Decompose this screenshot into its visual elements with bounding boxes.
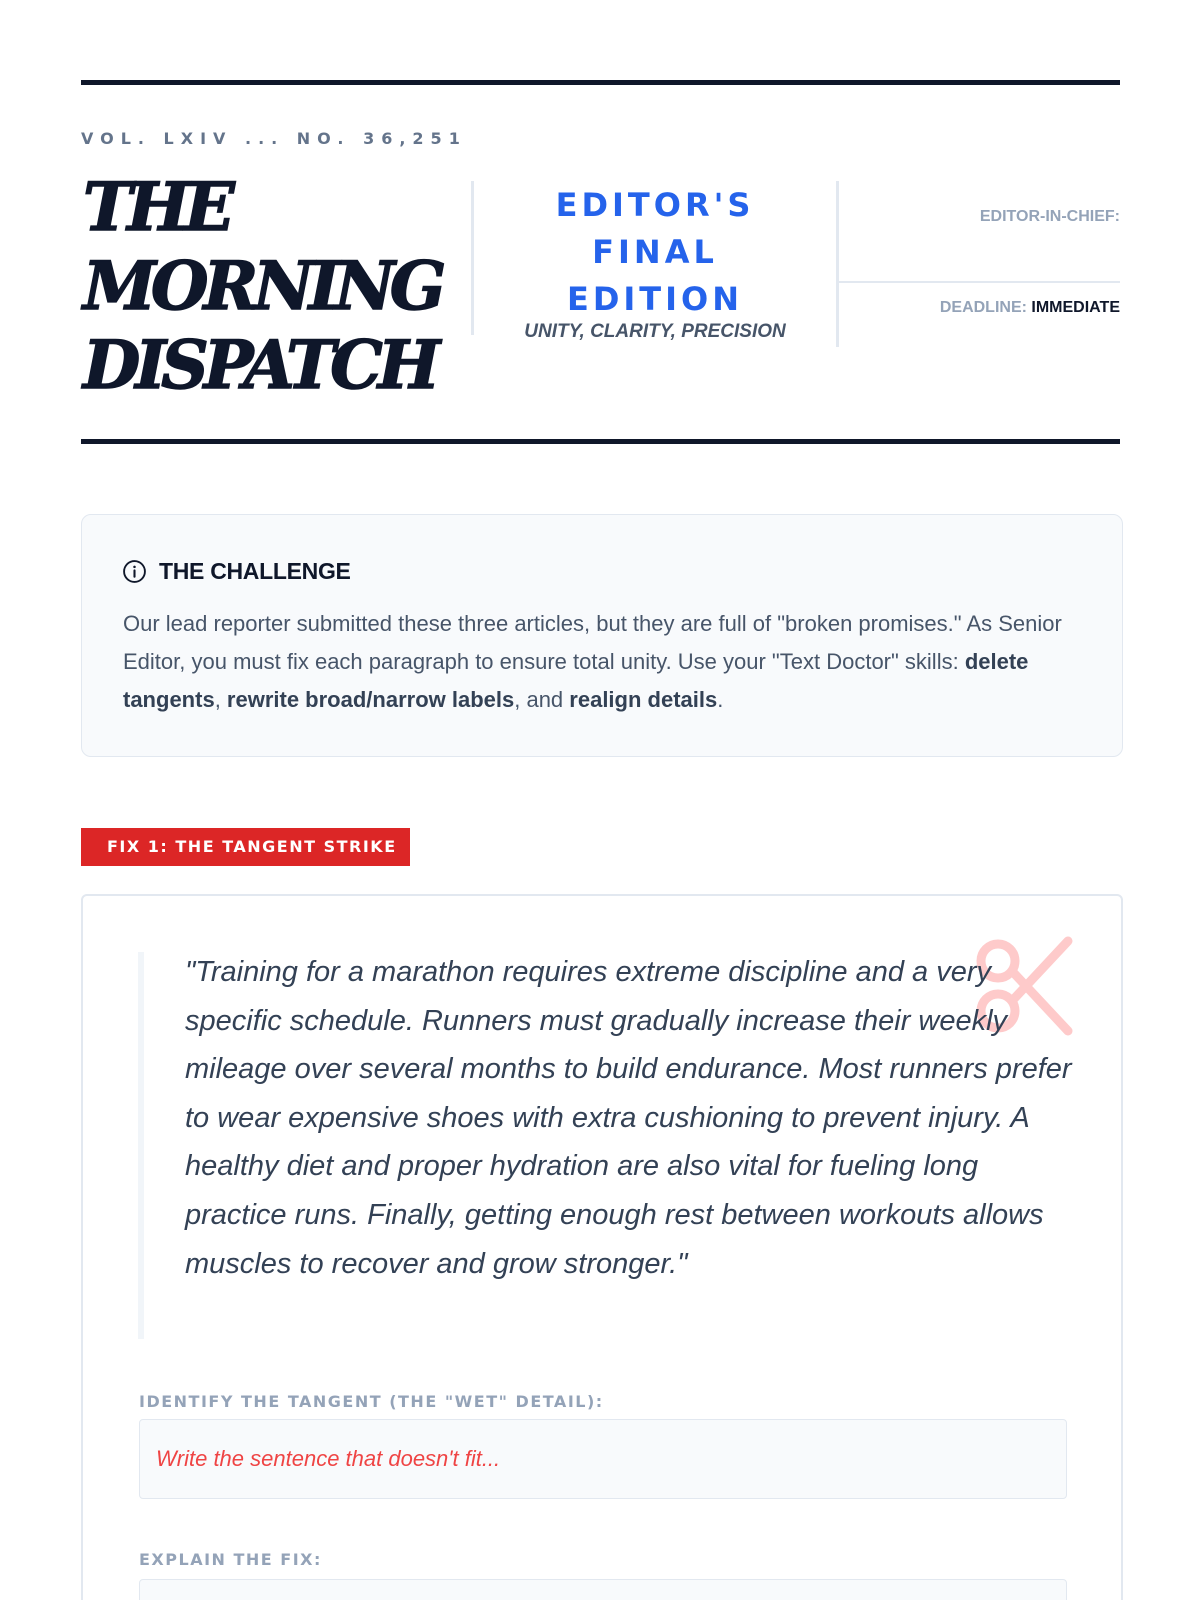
title-line-2: MORNING — [83, 247, 442, 325]
info-icon — [122, 559, 147, 584]
challenge-intro: Our lead reporter submitted these three articles, but they are full of "broken promises." As Senior Editor, you must fix each paragraph to ensure total unity. Use your "Text Doctor" skills: — [123, 611, 1062, 674]
title-line-1: THE — [83, 168, 230, 246]
quote-bar — [138, 952, 144, 1339]
newspaper-title — [83, 168, 483, 405]
explain-label: EXPLAIN THE FIX: — [139, 1550, 322, 1569]
challenge-title: THE CHALLENGE — [159, 558, 351, 584]
skill-separator: , — [214, 687, 227, 712]
editor-in-chief-label: EDITOR-IN-CHIEF: — [979, 208, 1120, 225]
challenge-end: . — [717, 687, 724, 712]
masthead-top-rule — [81, 80, 1120, 85]
fix-1-card — [81, 894, 1123, 1600]
volume-line: VOL. LXIV ... NO. 36,251 — [81, 129, 467, 148]
tangent-label: IDENTIFY THE TANGENT (THE "WET" DETAIL): — [139, 1392, 604, 1411]
challenge-header — [122, 558, 351, 585]
skill-delete-tangents: delete tangents — [123, 649, 1029, 712]
edition-heading — [474, 182, 836, 323]
fix-1-tag: FIX 1: THE TANGENT STRIKE — [81, 828, 410, 866]
challenge-description — [123, 605, 1083, 719]
challenge-panel — [81, 514, 1123, 757]
deadline-label: DEADLINE: — [939, 299, 1027, 316]
skill-realign-details: realign details — [569, 687, 718, 712]
edition-line-2: FINAL — [592, 233, 718, 271]
title-line-3: DISPATCH — [83, 326, 436, 404]
masthead-divider-right — [836, 181, 839, 347]
skill-rewrite-labels: rewrite broad/narrow labels — [226, 687, 515, 712]
deadline-value: IMMEDIATE — [1031, 299, 1120, 316]
edition-line-3: EDITION — [566, 280, 744, 318]
skill-separator: , and — [514, 687, 570, 712]
masthead-bottom-rule — [81, 439, 1120, 444]
meta-divider — [839, 281, 1120, 283]
edition-subtitle: UNITY, CLARITY, PRECISION — [524, 321, 786, 342]
edition-line-1: EDITOR'S — [555, 186, 755, 224]
deadline-info — [940, 299, 1120, 317]
explain-input[interactable] — [139, 1579, 1067, 1600]
article-paragraph: "Training for a marathon requires extreme discipline and a very specific schedule. Runners must gradually increase their weekly mileage over several months to build endurance. Most runners prefer to wear expensive shoes with extra cushioning to prevent injury. A healthy diet and proper hydration are also vital for fueling long practice runs. Finally, getting enough rest between workouts allows muscles to recover and grow stronger." — [185, 956, 1072, 1280]
tangent-input[interactable] — [139, 1419, 1067, 1499]
